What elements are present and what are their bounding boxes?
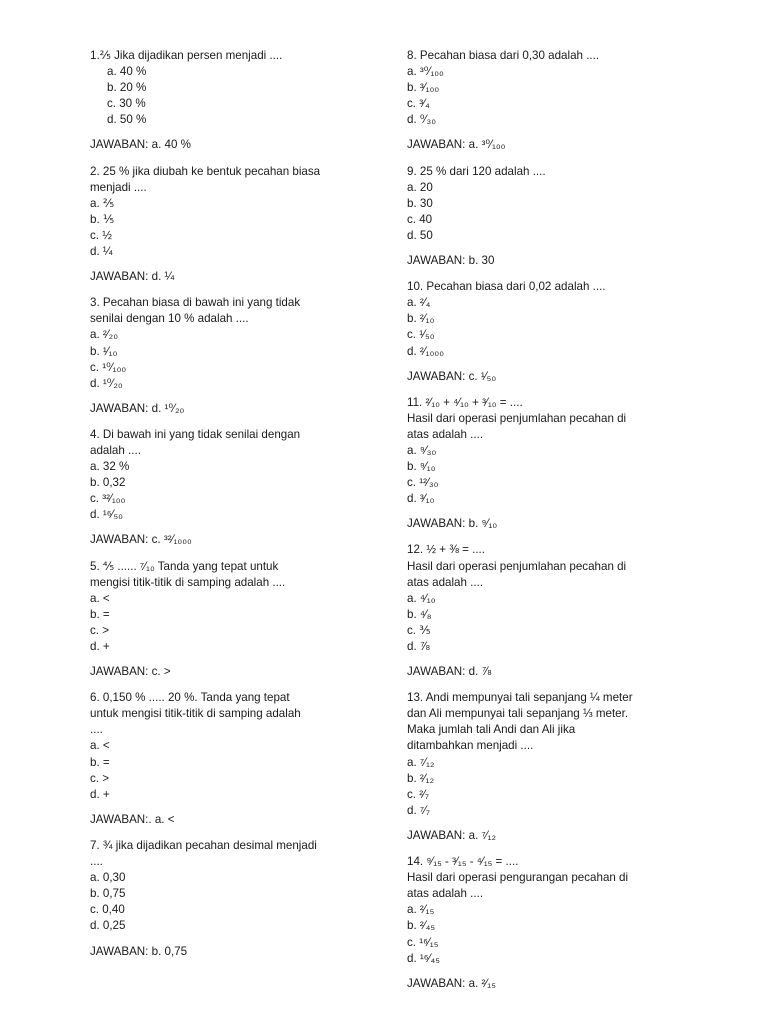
question-text: Hasil dari operasi penjumlahan pecahan di	[407, 411, 627, 425]
question-text: senilai dengan 10 % adalah ....	[90, 312, 249, 326]
answer-option: d. +	[90, 640, 110, 653]
answer-option: c. ²⁄₇	[407, 787, 430, 801]
question-text: 4. Di bawah ini yang tidak senilai dengan	[90, 427, 301, 441]
answer-key: JAWABAN: b. 0,75	[90, 944, 188, 958]
answer-key: JAWABAN:. a. <	[90, 812, 175, 826]
answer-option: d. 50 %	[107, 113, 147, 127]
answer-option: d. ³⁄₁₀	[407, 492, 435, 506]
answer-option: a. ²⁄₂₀	[90, 328, 118, 342]
answer-option: a. 20	[407, 180, 433, 194]
question-block	[90, 690, 360, 828]
question-text: menjadi ....	[90, 180, 147, 194]
answer-option: c. ½	[90, 228, 112, 242]
question-text: 10. Pecahan biasa dari 0,02 adalah ....	[407, 280, 606, 294]
answer-key: JAWABAN: a. ³⁰⁄₁₀₀	[407, 138, 506, 152]
question-block	[407, 542, 677, 680]
answer-option: b. ⁴⁄₈	[407, 607, 432, 621]
answer-option: d. 0,25	[90, 919, 126, 933]
question-text: 9. 25 % dari 120 adalah ....	[407, 164, 546, 178]
answer-option: b. ⅕	[90, 212, 115, 226]
answer-option: a. ⁴⁄₁₀	[407, 591, 436, 605]
answer-option: c. ³²⁄₁₀₀	[90, 492, 126, 506]
answer-key: JAWABAN: b. 30	[407, 254, 495, 268]
question-text: atas adalah ....	[407, 575, 484, 589]
question-text: adalah ....	[90, 443, 141, 457]
answer-option: d. ¹⁶⁄₄₅	[407, 951, 440, 965]
question-text: 11. ²⁄₁₀ + ⁴⁄₁₀ + ³⁄₁₀ = ....	[407, 395, 523, 409]
answer-option: c. >	[90, 771, 110, 785]
answer-key: JAWABAN: c. ³²⁄₁₀₀₀	[90, 533, 192, 547]
answer-option: d. ¹⁰⁄₂₀	[90, 376, 123, 390]
answer-option: d. 50	[407, 228, 433, 242]
question-block	[407, 48, 677, 154]
answer-option: b. ⁹⁄₁₀	[407, 460, 436, 474]
answer-option: a. 40 %	[107, 65, 147, 79]
answer-option: a. 32 %	[90, 460, 130, 474]
answer-key: JAWABAN: d. ¹⁰⁄₂₀	[90, 401, 185, 415]
answer-option: b. 30	[407, 196, 433, 210]
answer-option: b. ²⁄₄₅	[407, 919, 436, 933]
answer-key: JAWABAN: a. 40 %	[90, 138, 191, 152]
question-text: Hasil dari operasi pengurangan pecahan di	[407, 871, 629, 885]
answer-option: c. ⅗	[407, 623, 431, 637]
answer-option: a. ³⁰⁄₁₀₀	[407, 65, 444, 79]
answer-option: d. ⁷⁄₇	[407, 803, 431, 817]
answer-option: a. ⁹⁄₃₀	[407, 443, 437, 457]
question-text: 5. ⅘ ...... ⁷⁄₁₀ Tanda yang tepat untuk	[90, 559, 279, 573]
question-block	[90, 164, 360, 286]
answer-key: JAWABAN: c. ¹⁄₅₀	[407, 369, 497, 383]
question-block	[407, 854, 677, 992]
answer-option: b. ²⁄₁₂	[407, 771, 435, 785]
question-text: ....	[90, 855, 103, 869]
answer-option: a. <	[90, 739, 110, 753]
answer-key: JAWABAN: d. ⅞	[407, 665, 492, 679]
question-block	[407, 164, 677, 270]
answer-option: b. =	[90, 607, 110, 621]
question-text: Hasil dari operasi penjumlahan pecahan di	[407, 559, 627, 573]
question-block	[90, 48, 360, 154]
answer-option: d. ⅞	[407, 640, 430, 653]
left-column	[90, 48, 360, 970]
question-text: dan Ali mempunyai tali sepanjang ⅓ meter.	[407, 707, 629, 721]
answer-option: b. 0,75	[90, 887, 126, 901]
answer-option: c. 30 %	[107, 97, 146, 111]
question-block	[407, 690, 677, 844]
answer-option: c. ¹⁰⁄₁₀₀	[90, 360, 127, 374]
answer-option: b. ³⁄₁₀₀	[407, 81, 440, 95]
answer-key: JAWABAN: a. ⁷⁄₁₂	[407, 828, 497, 842]
answer-option: a. ⁷⁄₁₂	[407, 755, 435, 769]
answer-option: a. ²⁄₁₅	[407, 903, 435, 917]
question-text: 3. Pecahan biasa di bawah ini yang tidak	[90, 296, 301, 310]
question-text: atas adalah ....	[407, 427, 484, 441]
question-text: 1.⅖ Jika dijadikan persen menjadi ....	[90, 49, 283, 62]
question-text: 12. ½ + ⅜ = ....	[407, 543, 485, 557]
question-block	[407, 395, 677, 533]
answer-option: b. ¹⁄₁₀	[90, 344, 118, 358]
question-text: ....	[90, 723, 103, 737]
answer-option: d. ²⁄₁₀₀₀	[407, 344, 445, 358]
answer-option: c. ³⁄₄	[407, 97, 430, 111]
answer-option: c. 40	[407, 212, 433, 226]
answer-option: c. ¹⁄₅₀	[407, 328, 435, 342]
question-text: 14. ⁹⁄₁₅ - ³⁄₁₅ - ⁴⁄₁₅ = ....	[407, 855, 519, 869]
question-text: 8. Pecahan biasa dari 0,30 adalah ....	[407, 49, 600, 62]
question-block	[90, 559, 360, 681]
answer-option: b. =	[90, 755, 110, 769]
answer-option: a. <	[90, 591, 110, 605]
question-text: 13. Andi mempunyai tali sepanjang ¼ meter	[407, 691, 633, 705]
answer-option: c. ¹²⁄₃₀	[407, 476, 439, 490]
answer-option: a. 0,30	[90, 871, 126, 885]
question-block	[90, 427, 360, 549]
answer-key: JAWABAN: d. ¼	[90, 270, 175, 284]
answer-option: c. ¹⁶⁄₁₅	[407, 935, 439, 949]
question-block	[90, 295, 360, 417]
answer-key: JAWABAN: c. >	[90, 665, 171, 679]
question-text: mengisi titik-titik di samping adalah ....	[90, 575, 286, 589]
question-text: untuk mengisi titik-titik di samping adalah	[90, 707, 301, 721]
answer-option: d. ⁰⁄₃₀	[407, 113, 437, 127]
answer-key: JAWABAN: a. ²⁄₁₅	[407, 976, 496, 990]
answer-option: b. 0,32	[90, 476, 126, 490]
answer-option: a. ⅖	[90, 196, 115, 210]
answer-option: b. 20 %	[107, 81, 147, 95]
question-text: 2. 25 % jika diubah ke bentuk pecahan biasa	[90, 164, 321, 178]
answer-option: d. ¼	[90, 245, 113, 259]
right-column	[407, 48, 677, 1002]
answer-option: d. +	[90, 787, 110, 801]
answer-option: b. ²⁄₁₀	[407, 312, 435, 326]
answer-option: d. ¹⁶⁄₅₀	[90, 508, 123, 522]
question-text: atas adalah ....	[407, 887, 484, 901]
answer-option: c. 0,40	[90, 903, 125, 917]
question-block	[90, 838, 360, 960]
answer-option: a. ²⁄₄	[407, 296, 431, 310]
question-text: 7. ¾ jika dijadikan pecahan desimal menjadi	[90, 838, 317, 852]
question-text: 6. 0,150 % ..... 20 %. Tanda yang tepat	[90, 691, 290, 705]
answer-option: c. >	[90, 623, 110, 637]
question-text: ditambahkan menjadi ....	[407, 739, 534, 753]
answer-key: JAWABAN: b. ⁹⁄₁₀	[407, 517, 498, 531]
question-text: Maka jumlah tali Andi dan Ali jika	[407, 723, 576, 737]
question-block	[407, 279, 677, 385]
